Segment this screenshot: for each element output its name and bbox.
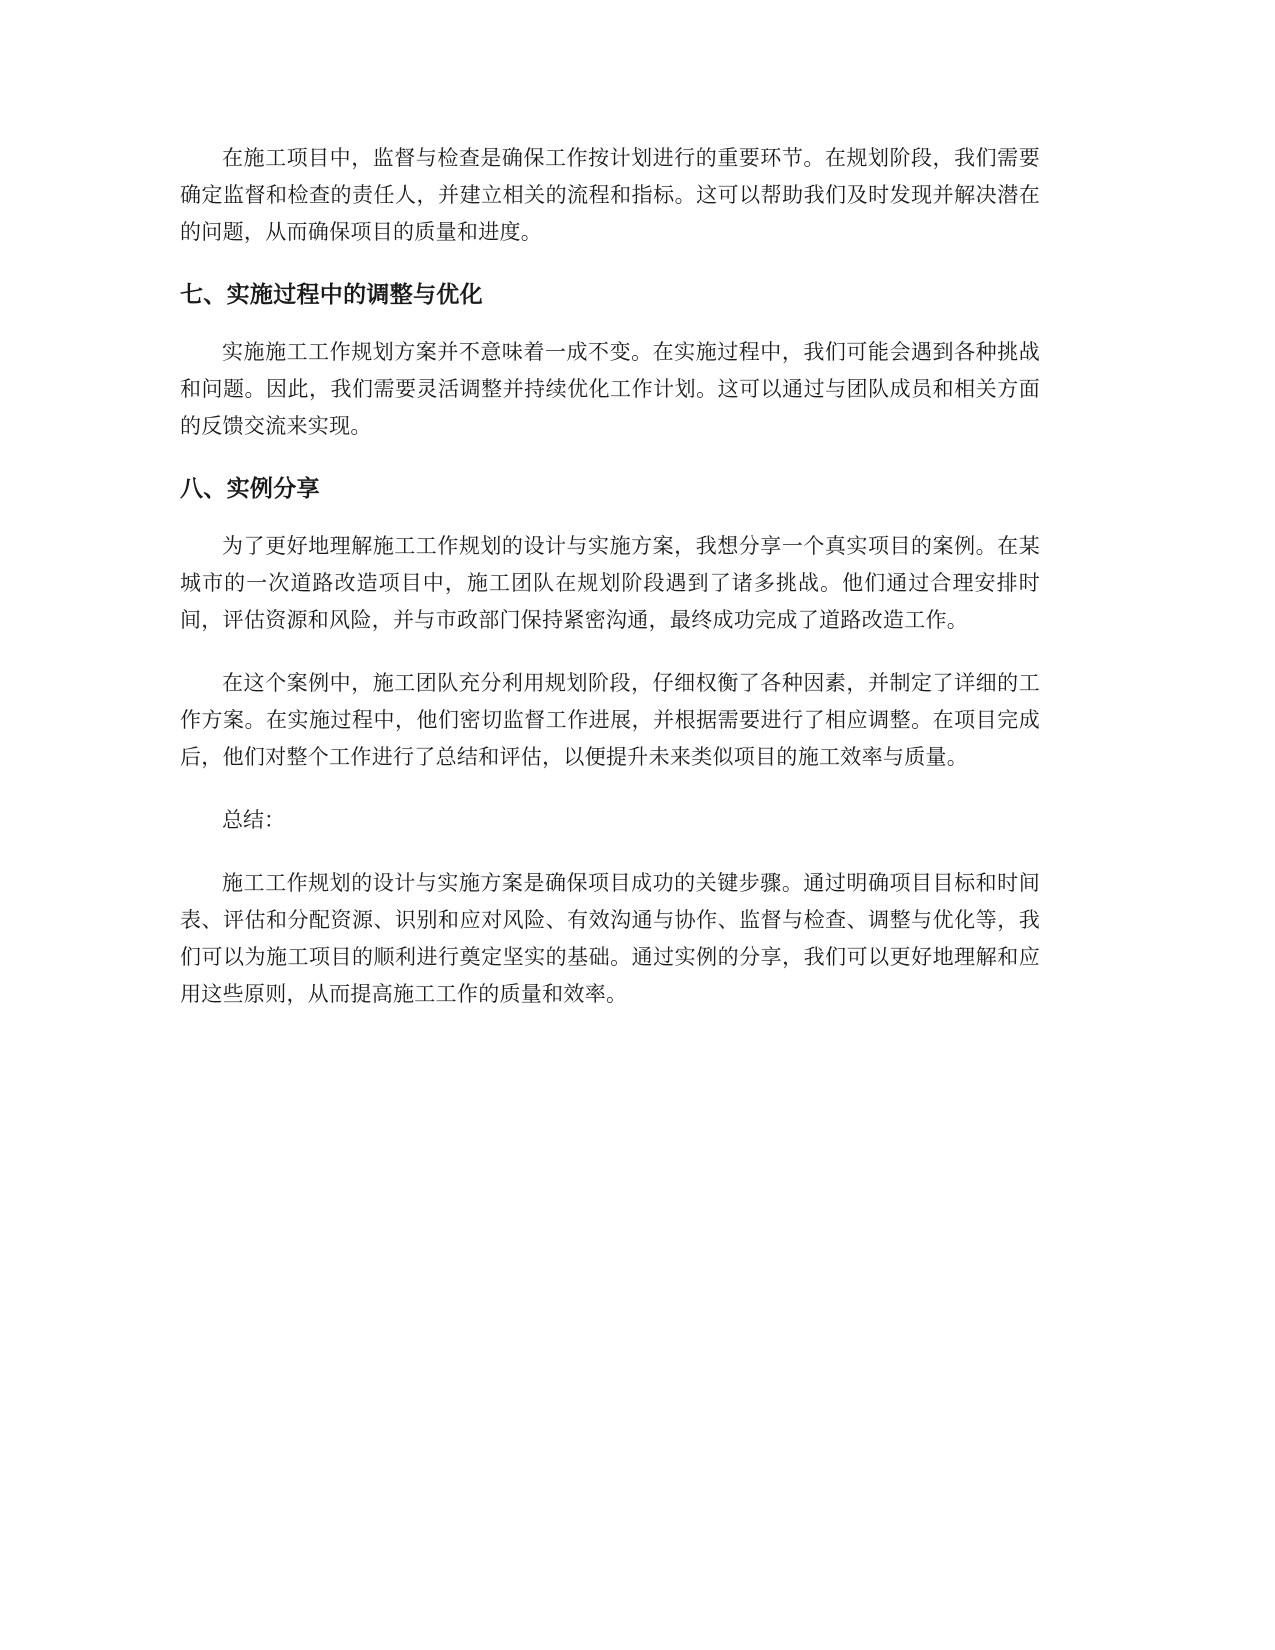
section-8-heading: 八、实例分享 [180,476,320,502]
summary-paragraph: 施工工作规划的设计与实施方案是确保项目成功的关键步骤。通过明确项目目标和时间表、评估和分配资源、识别和应对风险、有效沟通与协作、监督与检查、调整与优化等，我们可以为施工项目的顺利进行奠定坚实的基础。通过实例的分享，我们可以更好地理解和应用这些原则，从而提高施工工作的质量和效率。 [180,871,1040,1006]
intro-paragraph: 在施工项目中，监督与检查是确保工作按计划进行的重要环节。在规划阶段，我们需要确定监督和检查的责任人，并建立相关的流程和指标。这可以帮助我们及时发现并解决潜在的问题，从而确保项目的质量和进度。 [180,146,1040,244]
summary-label: 总结： [222,808,285,832]
section-8-paragraph-2: 在这个案例中，施工团队充分利用规划阶段，仔细权衡了各种因素，并制定了详细的工作方案。在实施过程中，他们密切监督工作进展，并根据需要进行了相应调整。在项目完成后，他们对整个工作进行了总结和评估，以便提升未来类似项目的施工效率与质量。 [180,671,1040,769]
section-7-paragraph: 实施施工工作规划方案并不意味着一成不变。在实施过程中，我们可能会遇到各种挑战和问题。因此，我们需要灵活调整并持续优化工作计划。这可以通过与团队成员和相关方面的反馈交流来实现。 [180,340,1040,438]
section-8-paragraph-1: 为了更好地理解施工工作规划的设计与实施方案，我想分享一个真实项目的案例。在某城市的一次道路改造项目中，施工团队在规划阶段遇到了诸多挑战。他们通过合理安排时间，评估资源和风险，并与市政部门保持紧密沟通，最终成功完成了道路改造工作。 [180,534,1040,632]
section-7-heading: 七、实施过程中的调整与优化 [180,282,483,308]
document-page [180,140,1040,1039]
